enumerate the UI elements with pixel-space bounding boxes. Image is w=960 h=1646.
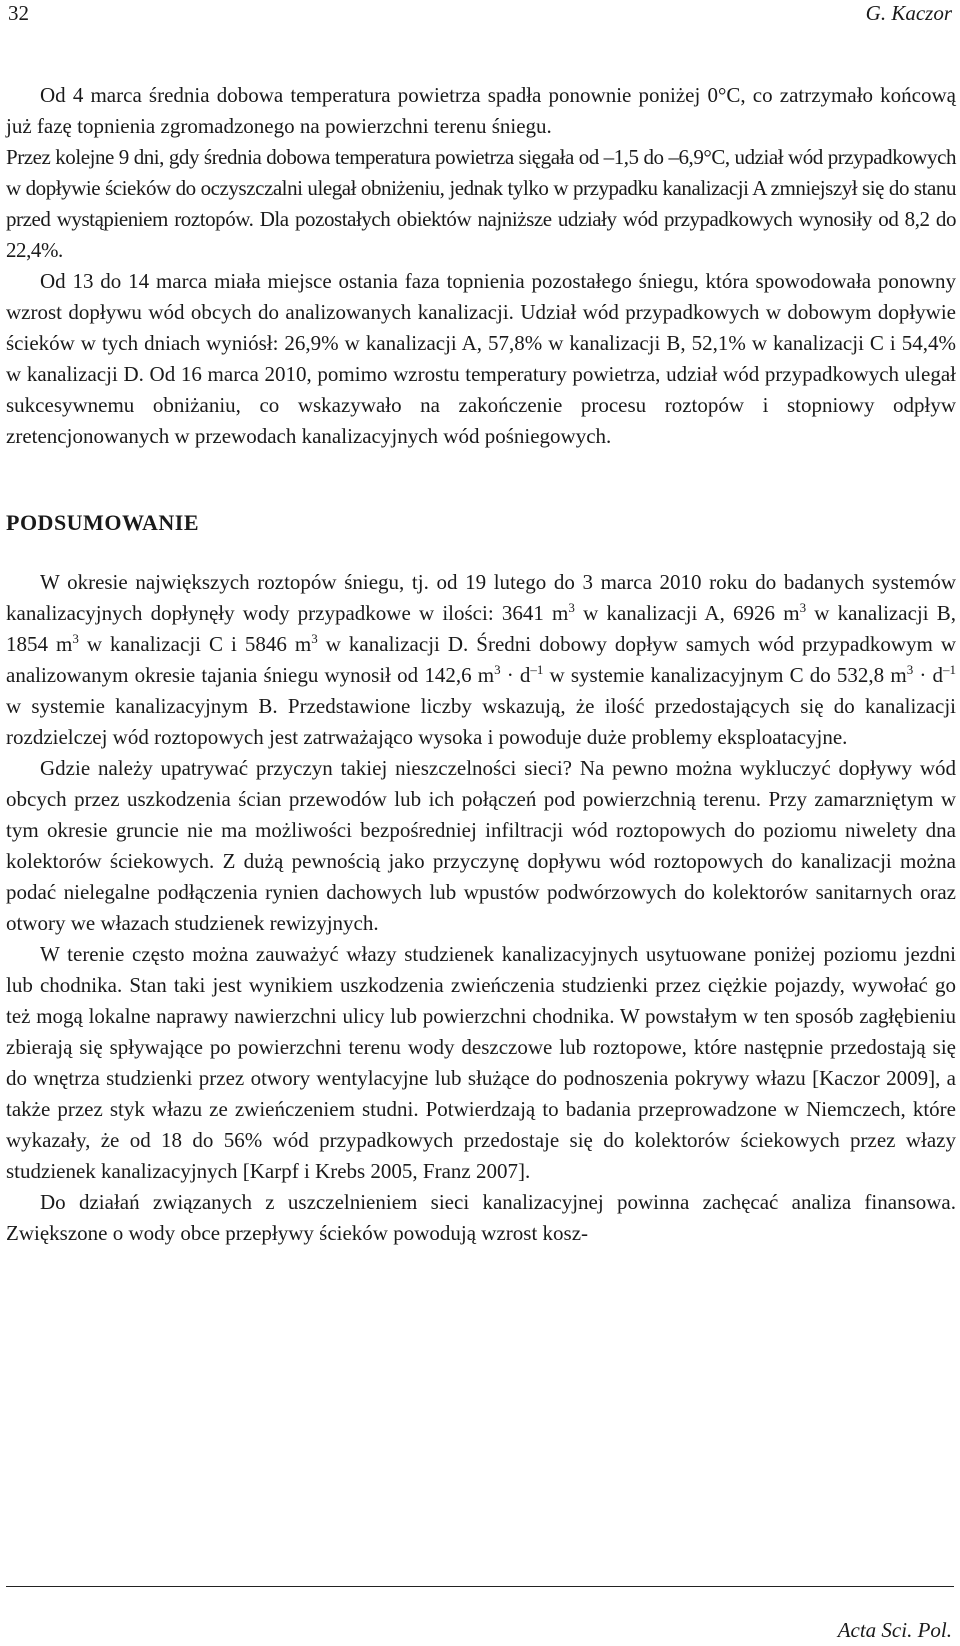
superscript: 3 bbox=[72, 631, 79, 646]
summary-paragraph-3: W terenie często można zauważyć włazy studzienek kanalizacyjnych usytuowane poniżej poziomu jezdni lub chodnika. Stan taki jest wynikiem uszkodzenia zwieńczenia studzienki przez ciężkie pojazdy, wywołać go też mogą lokalne naprawy nawierzchni ulicy lub powierzchni chodnika. W powstałym w ten sposób zagłębieniu zbierają się spływające po powierzchni terenu wody deszczowe lub roztopowe, które następnie przedostają się do wnętrza studzienki przez otwory wentylacyjne lub służące do podnoszenia pokrywy włazu [Kaczor 2009], a także przez styk włazu ze zwieńczeniem studni. Potwierdzają to badania przeprowadzone w Niemczech, które wykazały, że od 18 do 56% wód przypadkowych przedostaje się do kolektorów ściekowych przez włazy studzienek kanalizacyjnych [Karpf i Krebs 2005, Franz 2007]. bbox=[6, 942, 956, 1183]
summary-text: · d bbox=[500, 663, 531, 687]
superscript: –1 bbox=[943, 662, 956, 677]
superscript: 3 bbox=[799, 600, 807, 615]
summary-text: w systemie kanalizacyjnym C do 532,8 m bbox=[543, 663, 907, 687]
page-number: 32 bbox=[8, 1, 29, 25]
superscript: 3 bbox=[568, 600, 575, 615]
paragraph-1: Od 4 marca średnia dobowa temperatura powietrza spadła ponownie poniżej 0°C, co zatrzymało końcową już fazę topnienia zgromadzonego na powierzchni terenu śniegu. bbox=[6, 83, 956, 138]
superscript: –1 bbox=[530, 662, 544, 677]
superscript: 3 bbox=[906, 662, 914, 677]
summary-text: W okresie największych roztopów śniegu, tj. od 19 lutego do 3 marca 2010 roku do badanych systemów kanalizacyjnych dopłynęły wody przypadkowe w ilości: 3641 m bbox=[6, 570, 956, 625]
footer-rule bbox=[6, 1586, 954, 1587]
superscript: 3 bbox=[311, 631, 318, 646]
superscript: 3 bbox=[494, 662, 501, 677]
summary-paragraph-4: Do działań związanych z uszczelnieniem sieci kanalizacyjnej powinna zachęcać analiza finansowa. Zwiększone o wody obce przepływy ścieków powodują wzrost kosz- bbox=[6, 1190, 956, 1245]
footer-journal-name: Acta Sci. Pol. bbox=[837, 1618, 952, 1642]
paragraph-3: Od 13 do 14 marca miała miejsce ostania faza topnienia pozostałego śniegu, która spowodowała ponowny wzrost dopływu wód obcych do analizowanych kanalizacji. Udział wód przypadkowych w dobowym dopływie ścieków w tych dniach wyniósł: 26,9% w kanalizacji A, 57,8% w kanalizacji B, 52,1% w kanalizacji C i 54,4% w kanalizacji D. Od 16 marca 2010, pomimo wzrostu temperatury powietrza, udział wód przypadkowych ulegał sukcesywnemu obniżaniu, co wskazywało na zakończenie procesu roztopów i stopniowy odpływ zretencjonowanych w przewodach kanalizacyjnych wód pośniegowych. bbox=[6, 269, 956, 448]
body-text bbox=[6, 80, 956, 1249]
summary-text: w kanalizacji B, 1854 m bbox=[6, 601, 957, 656]
summary-text: w kanalizacji D. Średni dobowy dopływ samych wód przypadkowym w analizowanym okresie tajania śniegu wynosił od 142,6 m bbox=[6, 632, 956, 687]
summary-text: w kanalizacji C i 5846 m bbox=[78, 632, 312, 656]
summary-paragraph-1 bbox=[6, 567, 956, 753]
summary-text: w kanalizacji A, 6926 m bbox=[574, 601, 800, 625]
paragraph-2: Przez kolejne 9 dni, gdy średnia dobowa temperatura powietrza sięgała od –1,5 do –6,9°C, udział wód przypadkowych w dopływie ścieków do oczyszczalni ulegał obniżeniu, jednak tylko w przypadku kanalizacji A zmniejszył się do stanu przed wystąpieniem roztopów. Dla pozostałych obiektów najniższe udziały wód przypadkowych wynosiły od 8,2 do 22,4%. bbox=[6, 145, 956, 262]
summary-text: w systemie kanalizacyjnym B. Przedstawione liczby wskazują, że ilość przedostających się do kanalizacji rozdzielczej wód roztopowych jest zatrważająco wysoka i powoduje duże problemy eksploatacyjne. bbox=[6, 694, 956, 749]
running-head-author: G. Kaczor bbox=[865, 1, 952, 25]
summary-paragraph-2: Gdzie należy upatrywać przyczyn takiej nieszczelności sieci? Na pewno można wykluczyć dopływy wód obcych przez uszkodzenia ścian przewodów lub ich połączeń pod powierzchnią terenu. Przy zamarzniętym w tym okresie gruncie nie ma możliwości bezpośredniej infiltracji wód roztopowych do poziomu niwelety dna kolektorów ściekowych. Z dużą pewnością jako przyczynę dopływu wód roztopowych do kanalizacji można podać nielegalne podłączenia rynien dachowych lub wpustów podwórzowych do kolektorów sanitarnych oraz otwory we włazach studzienek rewizyjnych. bbox=[6, 756, 956, 935]
summary-text: · d bbox=[913, 663, 943, 687]
section-heading: PODSUMOWANIE bbox=[6, 510, 200, 535]
running-header bbox=[8, 0, 952, 30]
